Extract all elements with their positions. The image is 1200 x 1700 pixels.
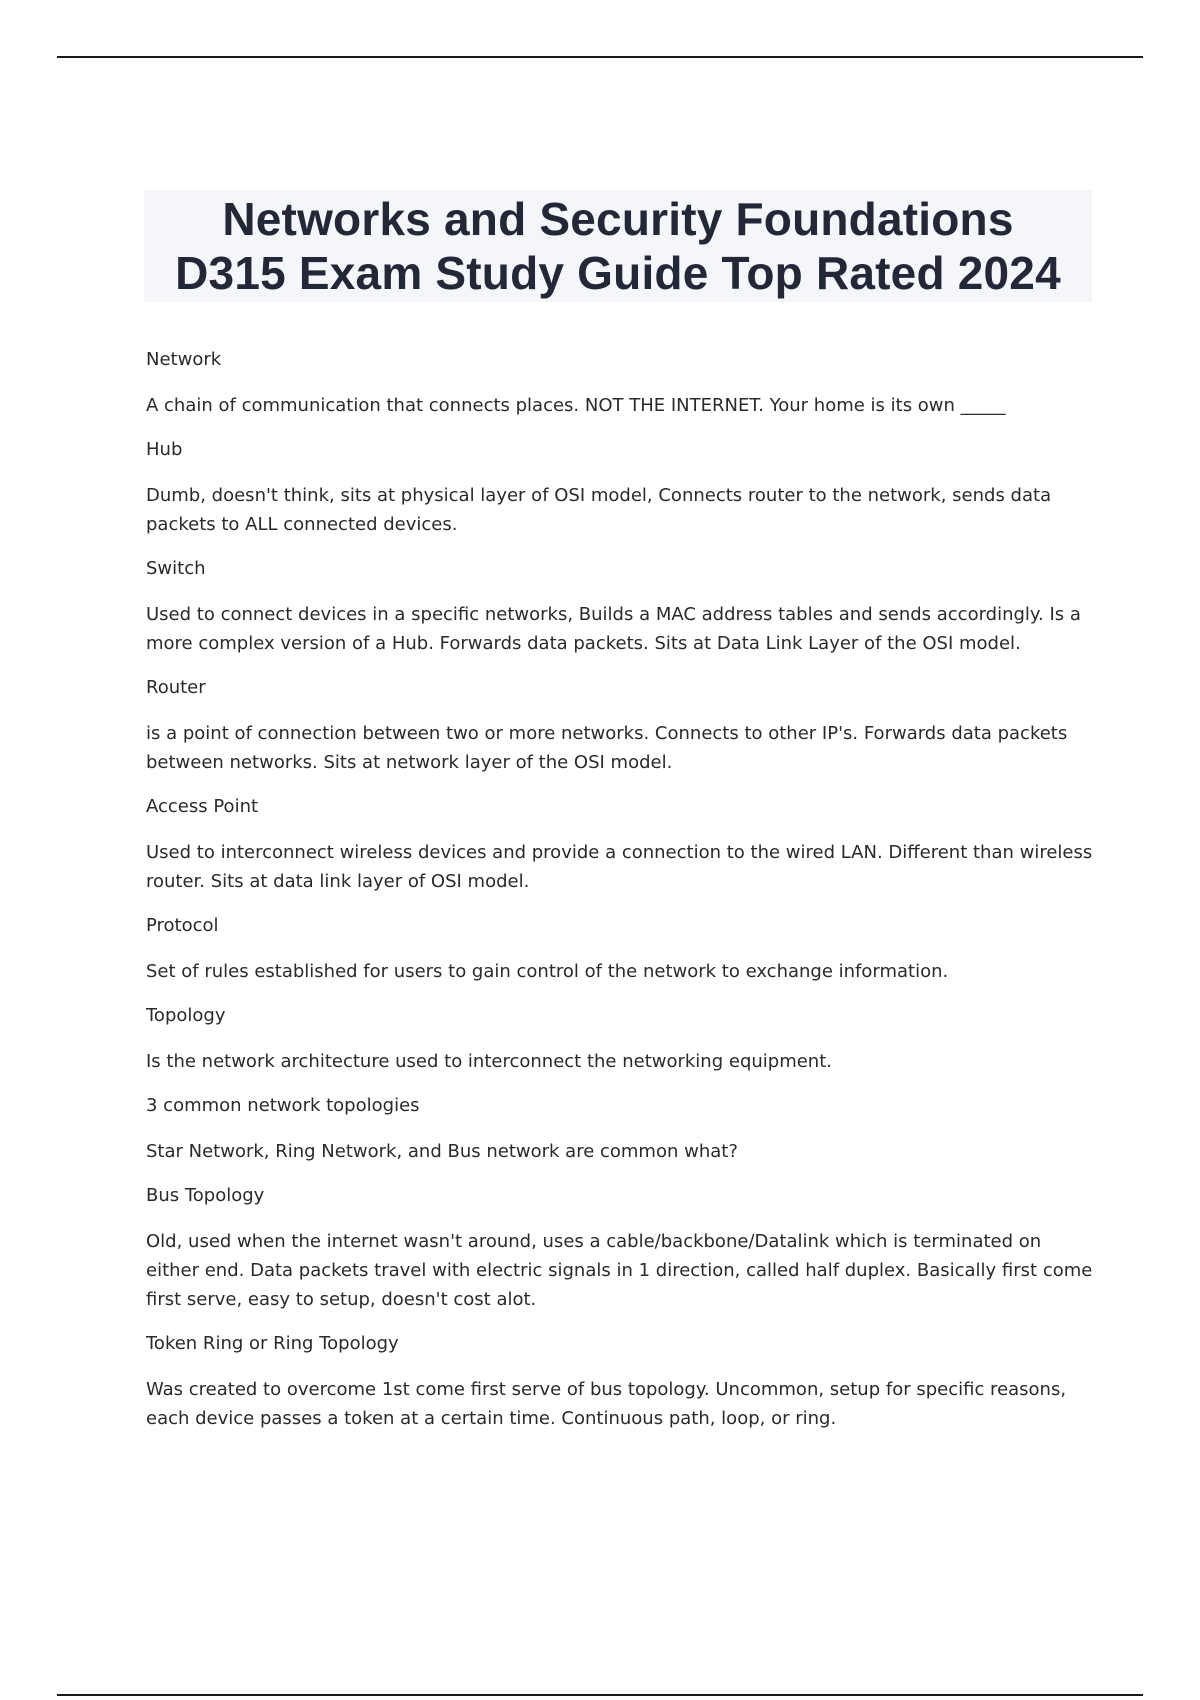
footer-divider — [57, 1694, 1143, 1696]
term-ring-topology: Token Ring or Ring Topology — [146, 1333, 399, 1354]
definition-switch: Used to connect devices in a specific networks, Builds a MAC address tables and sends accordingly. Is a more complex version of a Hub. Forwards data packets. Sits at Data Link Layer of the OSI model. — [146, 604, 1081, 654]
definition-router: is a point of connection between two or more networks. Connects to other IP's. Forwards data packets between networks. Sits at network layer of the OSI model. — [146, 723, 1068, 773]
document-title-line-1: Networks and Security Foundations — [222, 193, 1014, 245]
term-hub: Hub — [146, 439, 183, 460]
term-access-point: Access Point — [146, 796, 259, 817]
definition-ring-topology: Was created to overcome 1st come first serve of bus topology. Uncommon, setup for specific reasons, each device passes a token at a certain time. Continuous path, loop, or ring. — [146, 1379, 1067, 1429]
study-guide-content — [146, 346, 1096, 1449]
document-title-banner — [144, 190, 1092, 302]
term-topology: Topology — [146, 1005, 226, 1026]
definition-access-point: Used to interconnect wireless devices and provide a connection to the wired LAN. Different than wireless router. Sits at data link layer of OSI model. — [146, 842, 1093, 892]
term-bus-topology: Bus Topology — [146, 1185, 265, 1206]
definition-protocol: Set of rules established for users to gain control of the network to exchange information. — [146, 961, 949, 982]
definition-hub: Dumb, doesn't think, sits at physical layer of OSI model, Connects router to the network, sends data packets to ALL connected devices. — [146, 485, 1052, 535]
definition-topology: Is the network architecture used to interconnect the networking equipment. — [146, 1051, 832, 1072]
term-switch: Switch — [146, 558, 206, 579]
term-protocol: Protocol — [146, 915, 219, 936]
definition-bus-topology: Old, used when the internet wasn't around, uses a cable/backbone/Datalink which is terminated on either end. Data packets travel with electric signals in 1 direction, called half duplex. Basically first come first serve, easy to setup, doesn't cost alot. — [146, 1231, 1093, 1310]
document-title-line-2: D315 Exam Study Guide Top Rated 2024 — [175, 247, 1061, 299]
definition-network: A chain of communication that connects places. NOT THE INTERNET. Your home is its own _____ — [146, 395, 1006, 416]
header-divider — [57, 56, 1143, 58]
term-common-topologies: 3 common network topologies — [146, 1095, 420, 1116]
definition-common-topologies: Star Network, Ring Network, and Bus network are common what? — [146, 1141, 738, 1162]
term-network: Network — [146, 349, 222, 370]
term-router: Router — [146, 677, 206, 698]
